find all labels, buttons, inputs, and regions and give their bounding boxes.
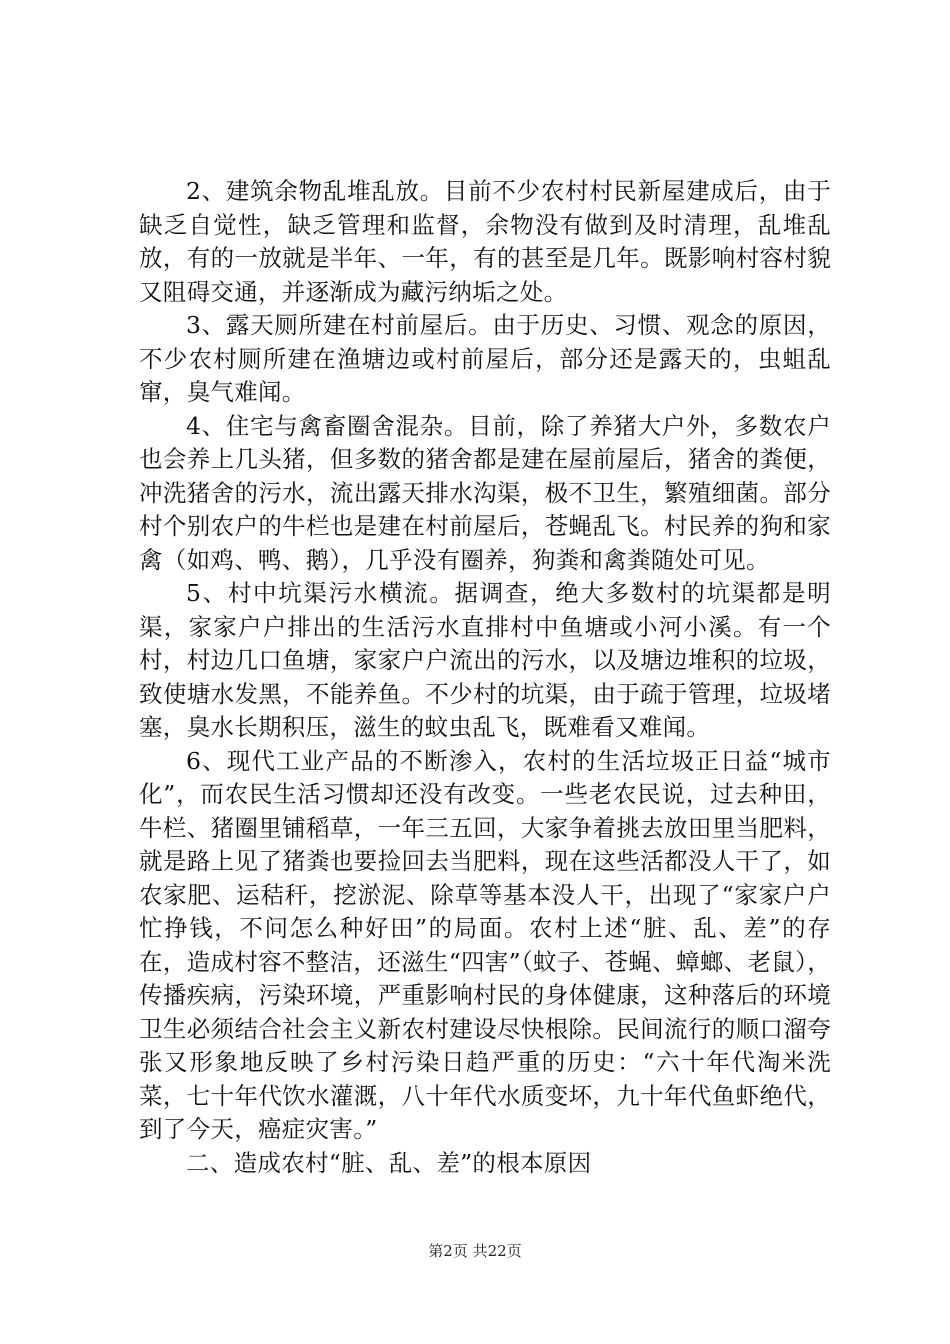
paragraph-item-3-open-toilets: 3、露天厕所建在村前屋后。由于历史、习惯、观念的原因，不少农村厕所建在渔塘边或村前屋后，部分还是露天的，虫蛆乱窜，臭气难闻。 (139, 311, 831, 406)
page-number-footer: 第2页 共22页 (428, 1242, 522, 1260)
paragraph-item-4-livestock-pens: 4、住宅与禽畜圈舍混杂。目前，除了养猪大户外，多数农户也会养上几头猪，但多数的猪舍都是建在屋前屋后，猪舍的粪便，冲洗猪舍的污水，流出露天排水沟渠，极不卫生，繁殖细菌。部分村个别农户的牛栏也是建在村前屋后，苍蝇乱飞。村民养的狗和家禽（如鸡、鸭、鹅），几乎没有圈养，狗粪和禽粪随处可见。 (139, 411, 831, 574)
paragraph-item-6-industrial-waste: 6、现代工业产品的不断渗入，农村的生活垃圾正日益“城市化”，而农民生活习惯却还没有改变。一些老农民说，过去种田，牛栏、猪圈里铺稻草，一年三五回，大家争着挑去放田里当肥料，就是路上见了猪粪也要捡回去当肥料，现在这些活都没人干了，如农家肥、运秸秆，挖淤泥、除草等基本没人干，出现了“家家户户忙挣钱，不问怎么种好田”的局面。农村上述“脏、乱、差”的存在，造成村容不整洁，还滋生“四害”（蚊子、苍蝇、蟑螂、老鼠），传播疾病，污染环境，严重影响村民的身体健康，这种落后的环境卫生必须结合社会主义新农村建设尽快根除。民间流行的顺口溜夸张又形象地反映了乡村污染日趋严重的历史：“六十年代淘米洗菜，七十年代饮水灌溉，八十年代水质变坏，九十年代鱼虾绝代，到了今天，癌症灾害。” (139, 746, 831, 1143)
paragraph-item-2-construction-debris: 2、建筑余物乱堆乱放。目前不少农村村民新屋建成后，由于缺乏自觉性，缺乏管理和监督，余物没有做到及时清理，乱堆乱放，有的一放就是半年、一年，有的甚至是几年。既影响村容村貌又阻碍交通，并逐渐成为藏污纳垢之处。 (139, 177, 831, 306)
section-heading-root-causes: 二、造成农村“脏、乱、差”的根本原因 (186, 1148, 592, 1177)
document-body (139, 175, 831, 1180)
paragraph-item-5-sewage-ditches: 5、村中坑渠污水横流。据调查，绝大多数村的坑渠都是明渠，家家户户排出的生活污水直排村中鱼塘或小河小溪。有一个村，村边几口鱼塘，家家户户流出的污水，以及塘边堆积的垃圾，致使塘水发黑，不能养鱼。不少村的坑渠，由于疏于管理，垃圾堵塞，臭水长期积压，滋生的蚊虫乱飞，既难看又难闻。 (139, 579, 831, 741)
